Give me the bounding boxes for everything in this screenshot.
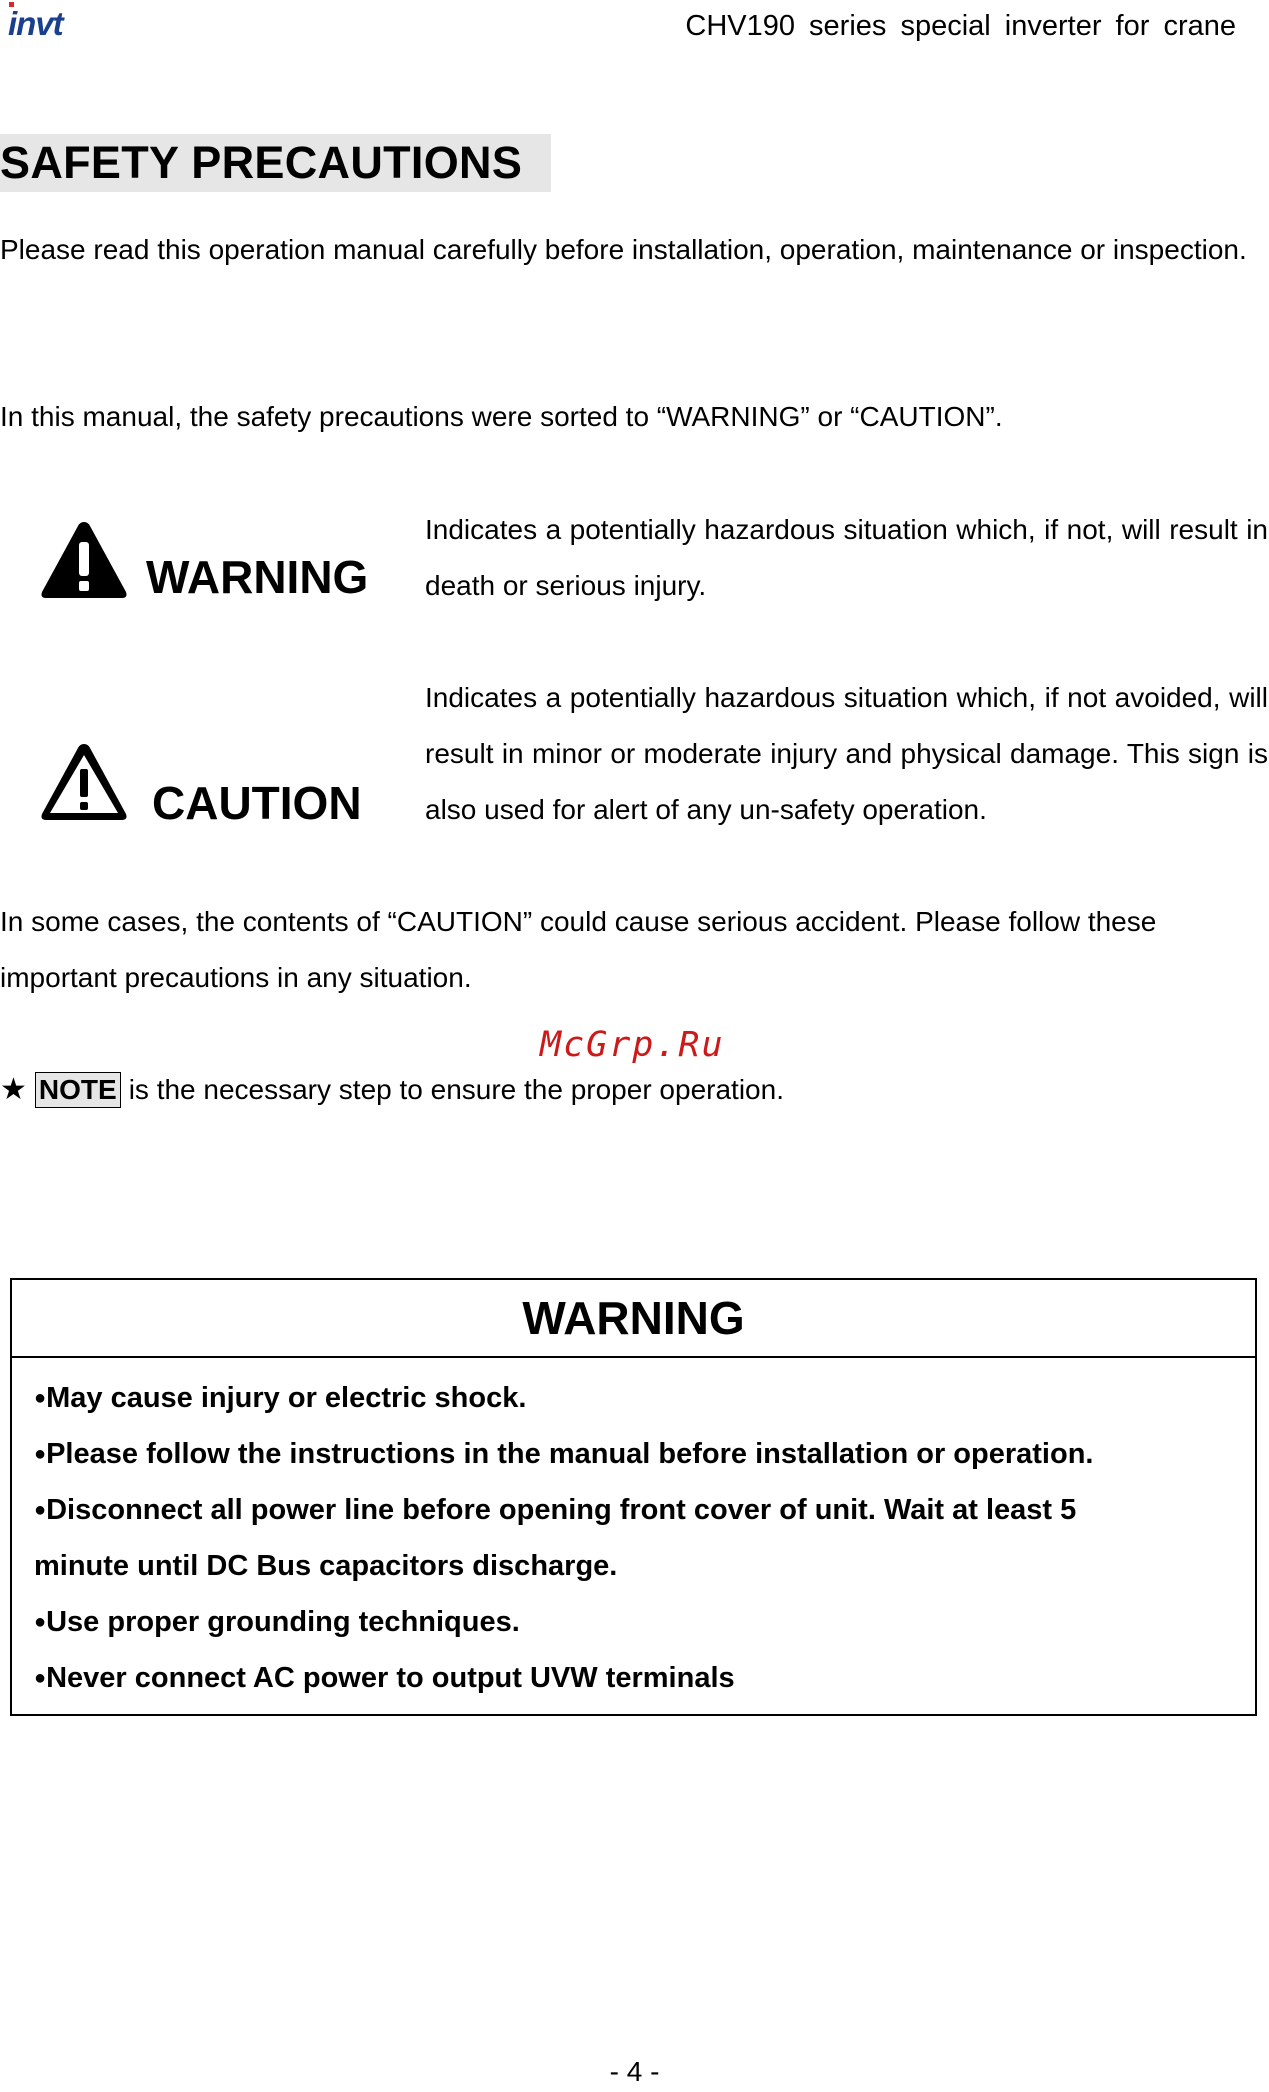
warning-triangle-filled-icon — [38, 518, 130, 602]
warning-list-item: ●Please follow the instructions in the manual before installation or operation. — [34, 1438, 1094, 1470]
bullet-icon: ● — [34, 1667, 47, 1689]
warning-list-item: ●Disconnect all power line before opening front cover of unit. Wait at least 5 minute until DC Bus capacitors discharge. — [34, 1494, 1077, 1582]
star-icon: ★ — [0, 1073, 27, 1106]
intro-paragraph: Please read this operation manual carefully before installation, operation, maintenance or inspection. — [0, 234, 1247, 265]
caution-description: Indicates a potentially hazardous situation which, if not avoided, will result in minor or moderate injury and physical damage. This sign is also used for alert of any un-safety operation. — [425, 682, 1268, 825]
warning-list-item: ●May cause injury or electric shock. — [34, 1382, 527, 1414]
bullet-icon: ● — [34, 1611, 47, 1633]
logo-text: invt — [8, 5, 63, 42]
bullet-icon: ● — [34, 1387, 47, 1409]
warning-list-item: ●Never connect AC power to output UVW terminals — [34, 1662, 735, 1694]
warning-description: Indicates a potentially hazardous situation which, if not, will result in death or serious injury. — [425, 514, 1268, 601]
caution-triangle-outline-icon — [38, 740, 130, 824]
note-badge: NOTE — [35, 1072, 121, 1108]
caution-label: CAUTION — [152, 777, 362, 829]
sorting-paragraph: In this manual, the safety precautions were sorted to “WARNING” or “CAUTION”. — [0, 401, 1003, 432]
bullet-icon: ● — [34, 1443, 47, 1465]
warning-list-item: ●Use proper grounding techniques. — [34, 1606, 520, 1638]
invt-logo — [8, 0, 108, 42]
caution-followup-paragraph: In some cases, the contents of “CAUTION” could cause serious accident. Please follow these important precautions in any situation. — [0, 906, 1157, 993]
document-title: CHV190 series special inverter for crane — [685, 10, 1236, 42]
note-line — [0, 1062, 784, 1118]
warning-list — [12, 1358, 1255, 1706]
watermark: McGrp.Ru — [540, 1025, 725, 1065]
warning-box-title: WARNING — [12, 1280, 1255, 1358]
page-number: - 4 - — [609, 2056, 660, 2087]
bullet-icon: ● — [34, 1499, 47, 1521]
section-title: SAFETY PRECAUTIONS — [0, 134, 551, 192]
warning-box — [10, 1278, 1257, 1716]
warning-label: WARNING — [146, 551, 369, 603]
note-text: is the necessary step to ensure the proper operation. — [128, 1074, 784, 1105]
